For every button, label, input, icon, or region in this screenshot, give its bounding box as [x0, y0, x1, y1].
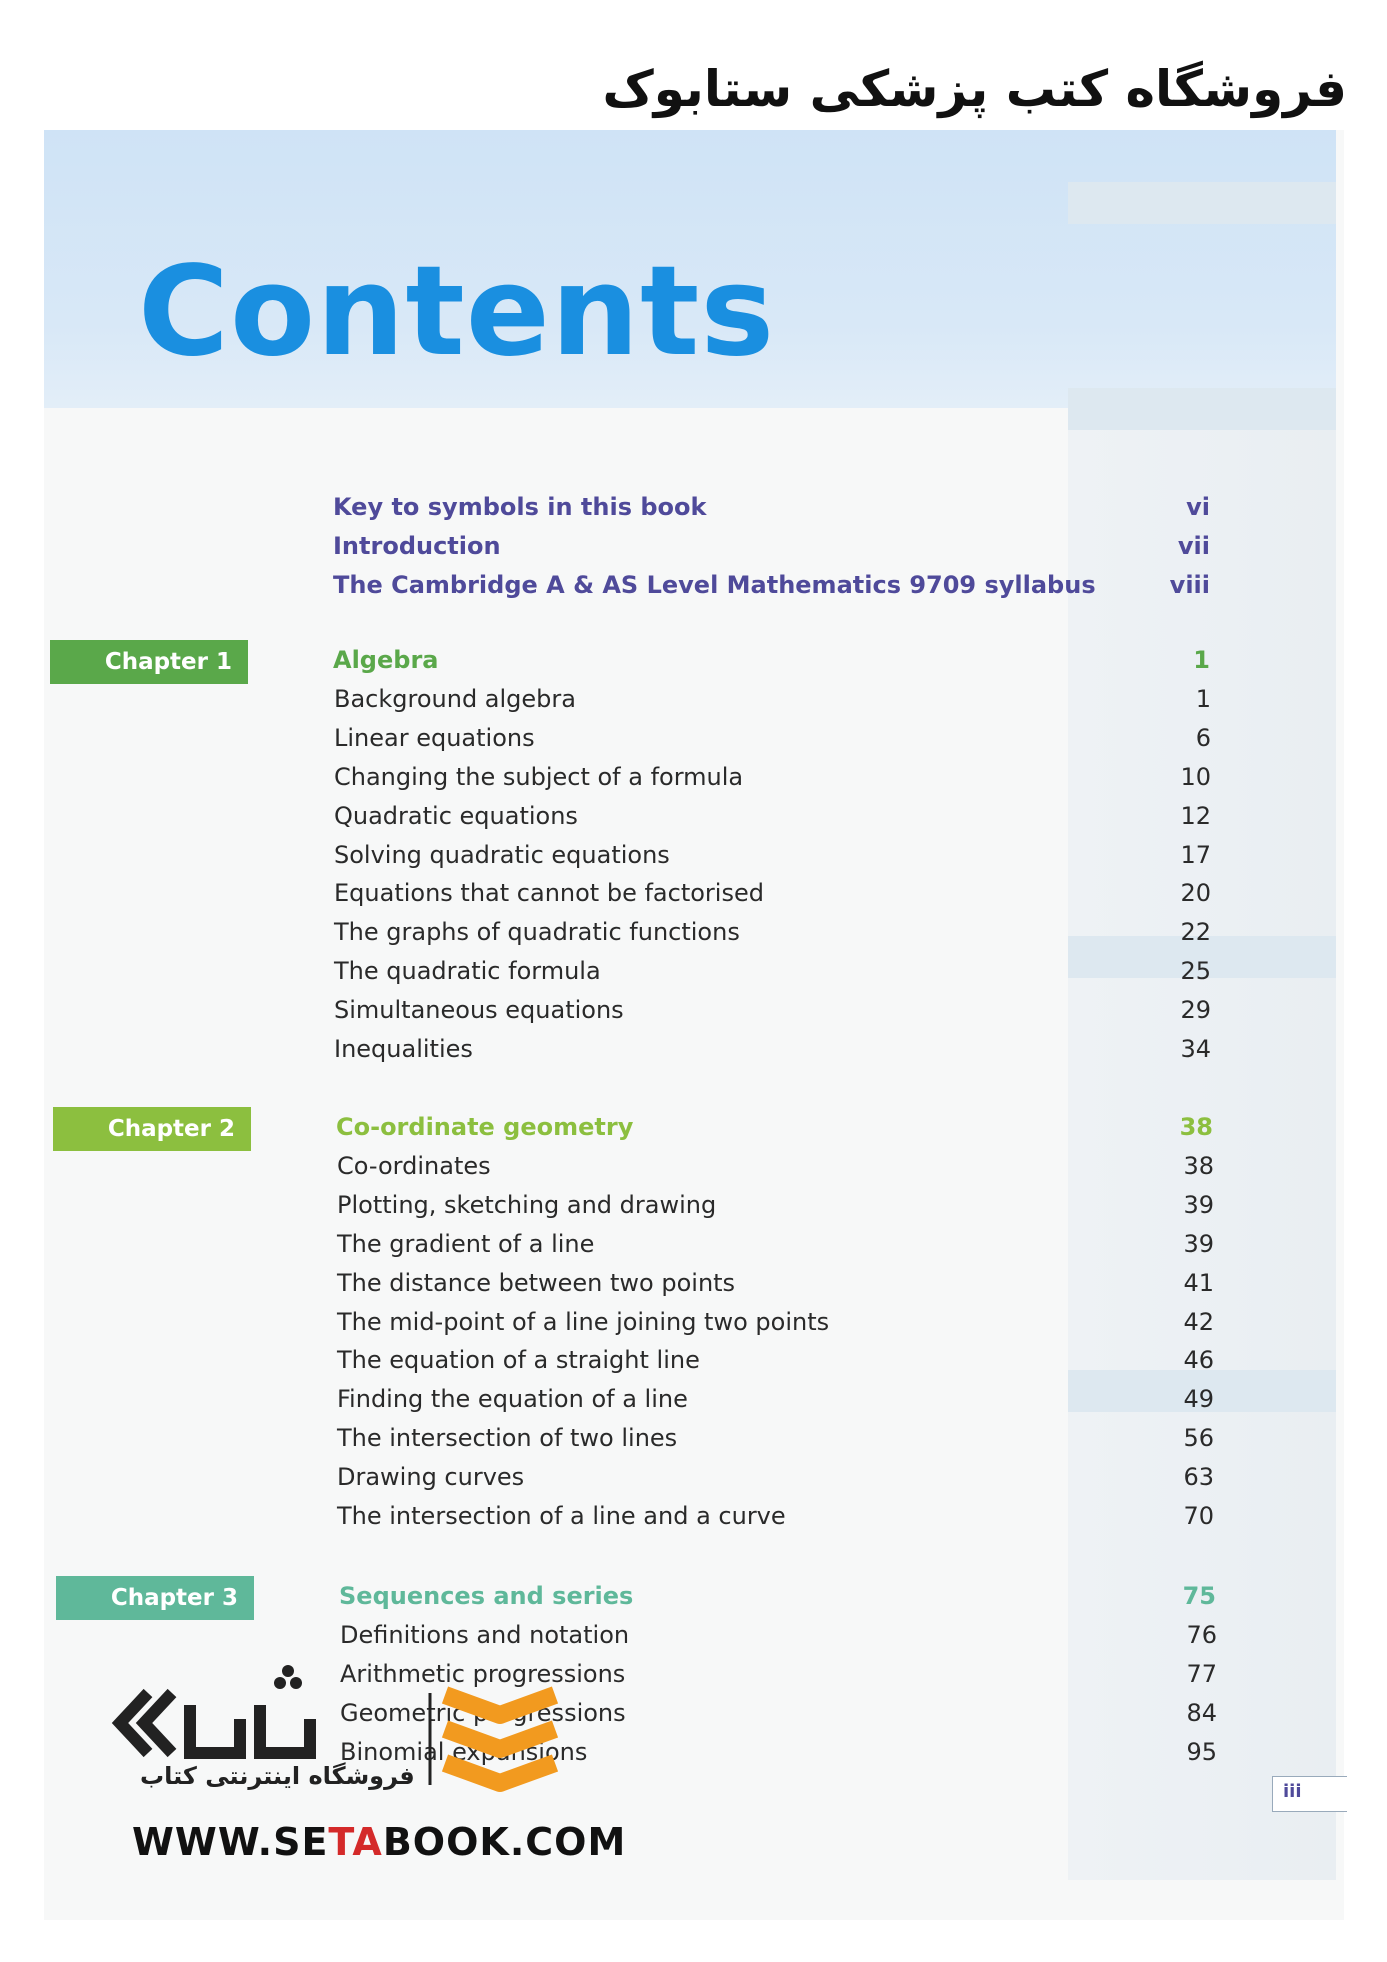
toc-entry-page: 49: [1183, 1385, 1214, 1414]
toc-entry: [1, 918, 1211, 954]
toc-entry-page: 77: [1186, 1659, 1217, 1688]
chapter-heading: [3, 1113, 1213, 1149]
toc-entry-title: The quadratic formula: [334, 957, 601, 986]
toc-entry-page: 20: [1180, 879, 1211, 908]
toc-entry: [1, 1035, 1211, 1071]
chapter-label-text: Chapter 3: [110, 1585, 238, 1611]
front-matter-item-page: vi: [1186, 493, 1210, 521]
toc-entry: [1, 724, 1211, 760]
toc-entry: [1, 879, 1211, 915]
store-title: فروشگاه کتب پزشکی ستابوک: [602, 60, 1347, 118]
chapter-heading-page: 75: [1182, 1582, 1216, 1610]
toc-entry-title: Drawing curves: [337, 1463, 525, 1492]
front-matter-item-title: Key to symbols in this book: [333, 493, 707, 521]
toc-entry-page: 39: [1183, 1190, 1214, 1219]
page-title: Contents: [138, 240, 776, 384]
toc-entry-page: 41: [1183, 1268, 1214, 1297]
toc-entry: [4, 1269, 1214, 1305]
toc-entry-page: 25: [1180, 957, 1211, 986]
toc-entry-title: Changing the subject of a formula: [334, 762, 744, 791]
toc-entry-page: 38: [1183, 1151, 1214, 1180]
toc-entry: [1, 802, 1211, 838]
toc-entry: [4, 1424, 1214, 1460]
toc-entry: [4, 1191, 1214, 1227]
toc-entry-title: The intersection of a line and a curve: [337, 1502, 786, 1530]
chapter-label-text: Chapter 2: [107, 1116, 235, 1142]
store-url[interactable]: [132, 1820, 626, 1864]
toc-entry-title: Solving quadratic equations: [334, 840, 670, 869]
toc-entry: [7, 1621, 1217, 1657]
chapter-heading-page: 38: [1179, 1113, 1213, 1141]
toc-entry: [4, 1346, 1214, 1382]
url-part-red: TA: [328, 1820, 383, 1864]
toc-entry-title: The mid-point of a line joining two points: [337, 1307, 830, 1336]
toc-entry-title: Background algebra: [334, 684, 576, 713]
toc-entry-page: 70: [1183, 1502, 1214, 1530]
toc-entry-page: 10: [1180, 762, 1211, 791]
chapter-heading-page: 1: [1193, 646, 1210, 674]
page-number: iii: [1283, 1781, 1302, 1802]
toc-entry-page: 39: [1183, 1229, 1214, 1258]
toc-entry-page: 63: [1183, 1463, 1214, 1492]
toc-entry-title: The distance between two points: [337, 1268, 736, 1297]
url-part: BOOK.COM: [382, 1820, 627, 1864]
toc-entry: [4, 1308, 1214, 1344]
toc-entry: [4, 1502, 1214, 1538]
toc-entry-title: Binomial expansions: [340, 1737, 588, 1766]
toc-entry-title: The graphs of quadratic functions: [334, 918, 740, 947]
toc-entry-page: 56: [1183, 1424, 1214, 1453]
toc-entry-title: Plotting, sketching and drawing: [337, 1190, 717, 1219]
toc-entry-page: 95: [1186, 1737, 1217, 1766]
front-matter-item-title: The Cambridge A & AS Level Mathematics 9709 syllabus: [333, 570, 1096, 599]
page-number-box: [1272, 1776, 1347, 1812]
front-matter-item: [0, 532, 1210, 568]
toc-entry-title: The gradient of a line: [337, 1229, 595, 1258]
toc-entry-title: Linear equations: [334, 723, 535, 752]
front-matter-item-title: Introduction: [333, 531, 501, 560]
toc-entry-page: 29: [1180, 996, 1211, 1025]
toc-entry: [1, 841, 1211, 877]
toc-entry: [1, 996, 1211, 1032]
front-matter-item: [0, 493, 1210, 529]
toc-entry-title: The intersection of two lines: [337, 1424, 678, 1453]
toc-entry-page: 84: [1186, 1698, 1217, 1727]
toc-entry-page: 42: [1183, 1307, 1214, 1336]
toc-entry: [1, 957, 1211, 993]
toc-entry-page: 17: [1180, 840, 1211, 869]
toc-entry-title: Inequalities: [334, 1035, 473, 1063]
toc-entry-page: 34: [1180, 1035, 1211, 1063]
toc-entry-title: Simultaneous equations: [334, 996, 624, 1025]
toc-entry: [4, 1385, 1214, 1421]
front-matter-item: [0, 571, 1210, 607]
toc-entry-page: 6: [1195, 723, 1211, 752]
chapter-label-text: Chapter 1: [104, 649, 232, 675]
front-matter-item-page: vii: [1177, 531, 1210, 560]
toc-entry: [4, 1463, 1214, 1499]
chapter-heading-title: Co-ordinate geometry: [336, 1113, 634, 1141]
toc-entry-page: 76: [1186, 1620, 1217, 1649]
toc-entry-title: Arithmetic progressions: [340, 1659, 626, 1688]
chapter-heading-title: Algebra: [333, 646, 439, 674]
chapter-heading: [6, 1582, 1216, 1618]
toc-entry-title: Definitions and notation: [340, 1620, 630, 1649]
toc-entry-title: Finding the equation of a line: [337, 1385, 688, 1414]
toc-entry-page: 22: [1180, 918, 1211, 947]
toc-entry-page: 1: [1195, 684, 1211, 713]
toc-entry-page: 46: [1183, 1346, 1214, 1375]
toc-entry: [1, 685, 1211, 721]
toc-entry-title: Co-ordinates: [337, 1151, 491, 1180]
toc-entry: [4, 1230, 1214, 1266]
toc-entry: [4, 1152, 1214, 1188]
front-matter-item-page: viii: [1169, 570, 1210, 599]
toc-entry-title: Equations that cannot be factorised: [334, 879, 764, 908]
logo-subtitle: فروشگاه اینترنتی کتاب: [140, 1762, 415, 1790]
toc-entry: [1, 763, 1211, 799]
url-part: WWW.SE: [132, 1820, 329, 1864]
toc-entry-title: Quadratic equations: [334, 801, 578, 830]
toc-entry-title: The equation of a straight line: [337, 1346, 700, 1375]
chapter-heading-title: Sequences and series: [339, 1582, 634, 1610]
chapter-heading: [0, 646, 1210, 682]
toc-entry-page: 12: [1180, 801, 1211, 830]
toc-entry-title: Geometric progressions: [340, 1698, 626, 1727]
